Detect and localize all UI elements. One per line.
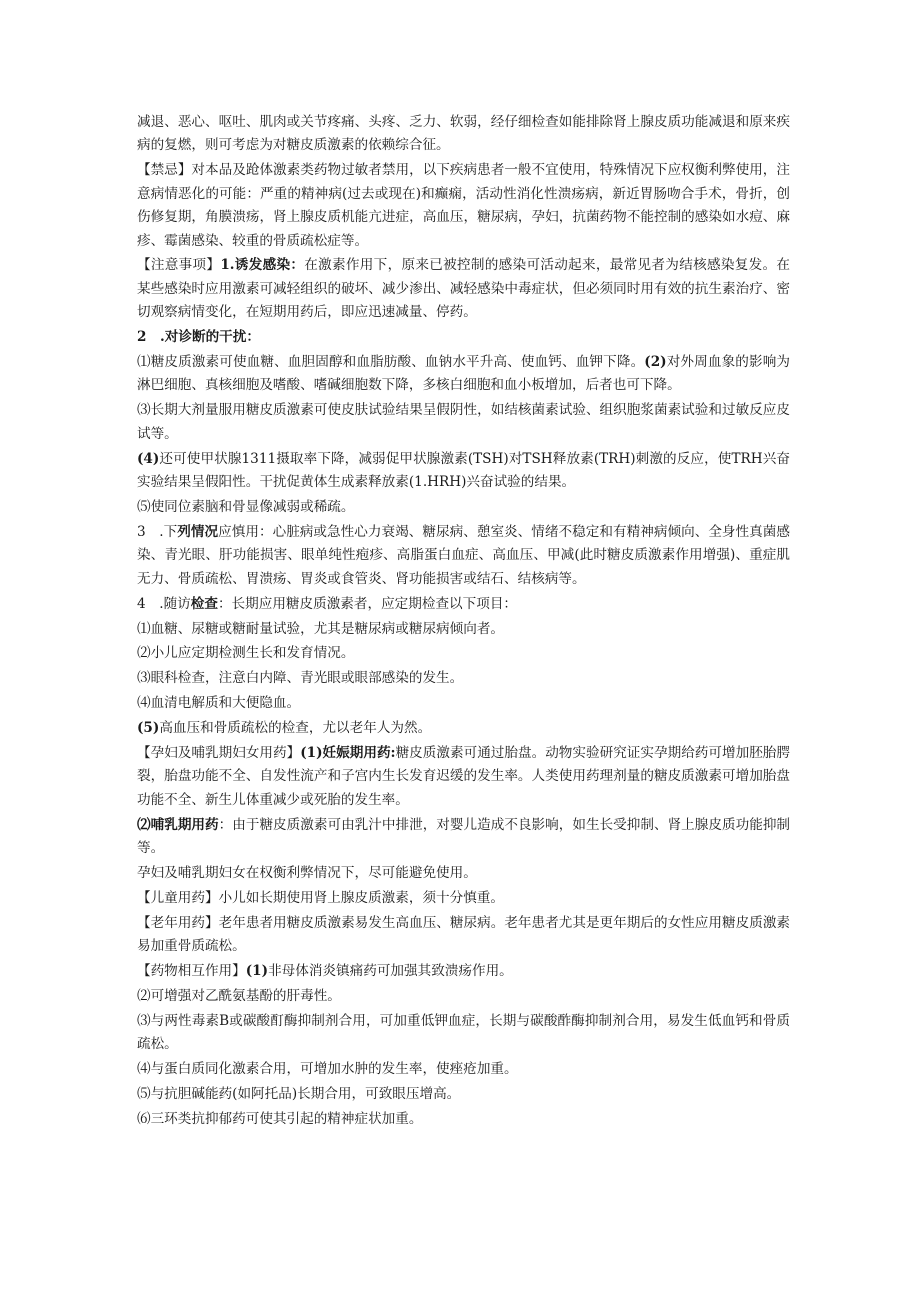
text-segment: 小儿如长期使用肾上腺皮质激素，须十分慎重。 [218, 890, 505, 906]
bold-text-segment: 列情况 [177, 523, 219, 540]
paragraph [137, 326, 790, 349]
text-segment: 【孕妇及哺乳期妇女用药】 [137, 745, 301, 762]
text-segment: ⑷与蛋白质同化激素合用，可增加水肿的发生率，使痤疮加重。 [137, 1061, 518, 1078]
text-segment: ⑵小儿应定期检测生长和发育情况。 [137, 645, 355, 662]
paragraph [137, 642, 790, 665]
text-segment: ⑷血清电解质和大便隐血。 [137, 695, 301, 712]
paragraph [137, 862, 790, 885]
text-segment: 非母体消炎镇痛药可加强其致溃疡作用。 [268, 963, 513, 980]
bold-text-segment: (1) [245, 963, 269, 980]
text-segment: ⑶长期大剂量服用糖皮质激素可使皮肤试验结果呈假阴性，如结核菌素试验、组织胞浆菌素试验和过敏反应皮试等。 [137, 402, 790, 442]
text-segment: 【注意事项】 [137, 257, 221, 274]
paragraph [137, 618, 790, 641]
paragraph [137, 448, 790, 495]
text-segment: 孕妇及哺乳期妇女在权衡利弊情况下，尽可能避免使用。 [137, 865, 477, 882]
paragraph [137, 1010, 790, 1057]
text-segment: ⑴血糖、尿糖或糖耐量试验，尤其是糖尿病或糖尿病倾向者。 [137, 620, 505, 637]
bold-text-segment: (4) [137, 450, 160, 467]
paragraph [137, 692, 790, 715]
paragraph [137, 1058, 790, 1081]
bold-text-segment: (5) [137, 720, 160, 737]
paragraph [137, 159, 790, 253]
text-segment: 老年患者用糖皮质激素易发生高血压、糖尿病。老年患者尤其是更年期后的女性应用糖皮质激素易加重骨质疏松。 [137, 914, 791, 955]
bold-text-segment: ⑵哺乳期用药 [137, 816, 219, 833]
text-segment: 糖皮质激素可通过胎盘。动物实验研究证实孕期给药可增加胚胎腭裂，胎盘功能不全、自发性流产和子宫内生长发育迟缓的发生率。人类使用药理剂量的糖皮质激素可增加胎盘功能不全、新生儿体重减少或死胎的发生率。 [137, 745, 791, 808]
paragraph [137, 985, 790, 1008]
text-segment: 在激素作用下，原来已被控制的感染可活动起来，最常见者为结核感染复发。在某些感染时应用激素可减轻组织的破坏、减少渗出、减轻感染中毒症状，但必须同时用有效的抗生素治疗、密切观察病情变化，在短期用药后，即应迅速减量、停药。 [137, 257, 790, 321]
bold-text-segment: 1.诱发感染： [220, 257, 305, 274]
paragraph [137, 593, 790, 616]
paragraph [137, 717, 790, 740]
text-segment: 对外周血象的影响为淋巴细胞、真核细胞及嗜酸、嗜碱细胞数下降，多核白细胞和血小板增加，后者也可下降。 [137, 354, 791, 394]
paragraph [137, 742, 790, 812]
text-segment: 应慎用：心脏病或急性心力衰竭、糖尿病、憩室炎、情绪不稳定和有精神病倾向、全身性真菌感染、青光眼、肝功能损害、眼单纯性疱疹、高脂蛋白血症、高血压、甲减(此时糖皮质激素作用增强)、重症肌无力、骨质疏松、胃溃疡、胃炎或食管炎、肾功能损害或结石、结核病等。 [137, 523, 790, 587]
text-segment: ⑴糖皮质激素可使血糖、血胆固醇和血脂肪酸、血钠水平升高、使血钙、血钾下降。 [137, 354, 645, 371]
paragraph [137, 1083, 790, 1106]
text-segment: 4 .随访 [137, 595, 191, 612]
paragraph [137, 912, 790, 959]
text-segment: ：由于糖皮质激素可由乳汁中排泄，对婴儿造成不良影响，如生长受抑制、肾上腺皮质功能抑制等。 [137, 816, 791, 857]
paragraph [137, 399, 790, 446]
text-segment: ⑶眼科检查，注意白内障、青光眼或眼部感染的发生。 [137, 670, 464, 687]
text-segment: 高血压和骨质疏松的检查，尤以老年人为然。 [159, 720, 432, 737]
text-segment: ⑵可增强对乙酰氨基酚的肝毒性。 [137, 988, 341, 1005]
text-segment: 3 .下 [137, 523, 178, 540]
paragraph [137, 351, 790, 398]
bold-text-segment: 检查 [190, 595, 218, 612]
text-segment: ：长期应用糖皮质激素者，应定期检查以下项目： [217, 595, 518, 612]
text-segment: 【药物相互作用】 [137, 963, 246, 980]
paragraph [137, 960, 790, 983]
bold-text-segment: 2 .对诊断的干扰： [137, 329, 260, 346]
paragraph [137, 887, 790, 910]
text-segment: 还可使甲状腺1311摄取率下降，减弱促甲状腺激素(TSH)对TSH释放素(TRH)刺激的反应，使TRH兴奋实验结果呈假阳性。干扰促黄体生成素释放素(1.HRH)兴奋试验的结果。 [137, 450, 790, 491]
paragraph [137, 667, 790, 690]
paragraph [137, 111, 790, 158]
text-segment: 【禁忌】 [137, 162, 192, 179]
text-segment: ⑸与抗胆碱能药(如阿托品)长期合用，可致眼压增高。 [137, 1086, 461, 1103]
text-segment: 【儿童用药】 [137, 890, 219, 906]
paragraph [137, 814, 790, 861]
text-segment: 对本品及跄体激素类药物过敏者禁用，以下疾病患者一般不宜使用，特殊情况下应权衡利弊使用，注意病情恶化的可能：严重的精神病(过去或现在)和癫痫，活动性消化性溃疡病，新近胃肠吻合手术，骨折，创伤修复期，角膜溃疡，肾上腺皮质机能亢进症，高血压，糖尿病，孕妇，抗菌药物不能控制的感染如水痘、麻疹、霉菌感染、较重的骨质疏松症等。 [137, 162, 791, 249]
paragraph [137, 254, 790, 324]
paragraph [137, 521, 790, 591]
text-segment: 【老年用药】 [137, 914, 219, 931]
paragraph [137, 496, 790, 519]
bold-text-segment: (1)妊娠期用药: [300, 745, 396, 762]
text-segment: ⑶与两性毒素B或碳酸酊酶抑制剂合用，可加重低钾血症，长期与碳酸酢酶抑制剂合用，易发生低血钙和骨质疏松。 [137, 1013, 790, 1053]
text-segment: ⑹三环类抗抑郁药可使其引起的精神症状加重。 [137, 1111, 423, 1128]
text-segment: 减退、恶心、呕吐、肌肉或关节疼痛、头疼、乏力、软弱，经仔细检查如能排除肾上腺皮质功能减退和原来疾病的复燃，则可考虑为对糖皮质激素的依赖综合征。 [137, 114, 790, 154]
text-segment: ⑸使同位素脑和骨显像减弱或稀疏。 [137, 499, 355, 515]
bold-text-segment: (2) [644, 354, 667, 371]
paragraph [137, 1108, 790, 1131]
